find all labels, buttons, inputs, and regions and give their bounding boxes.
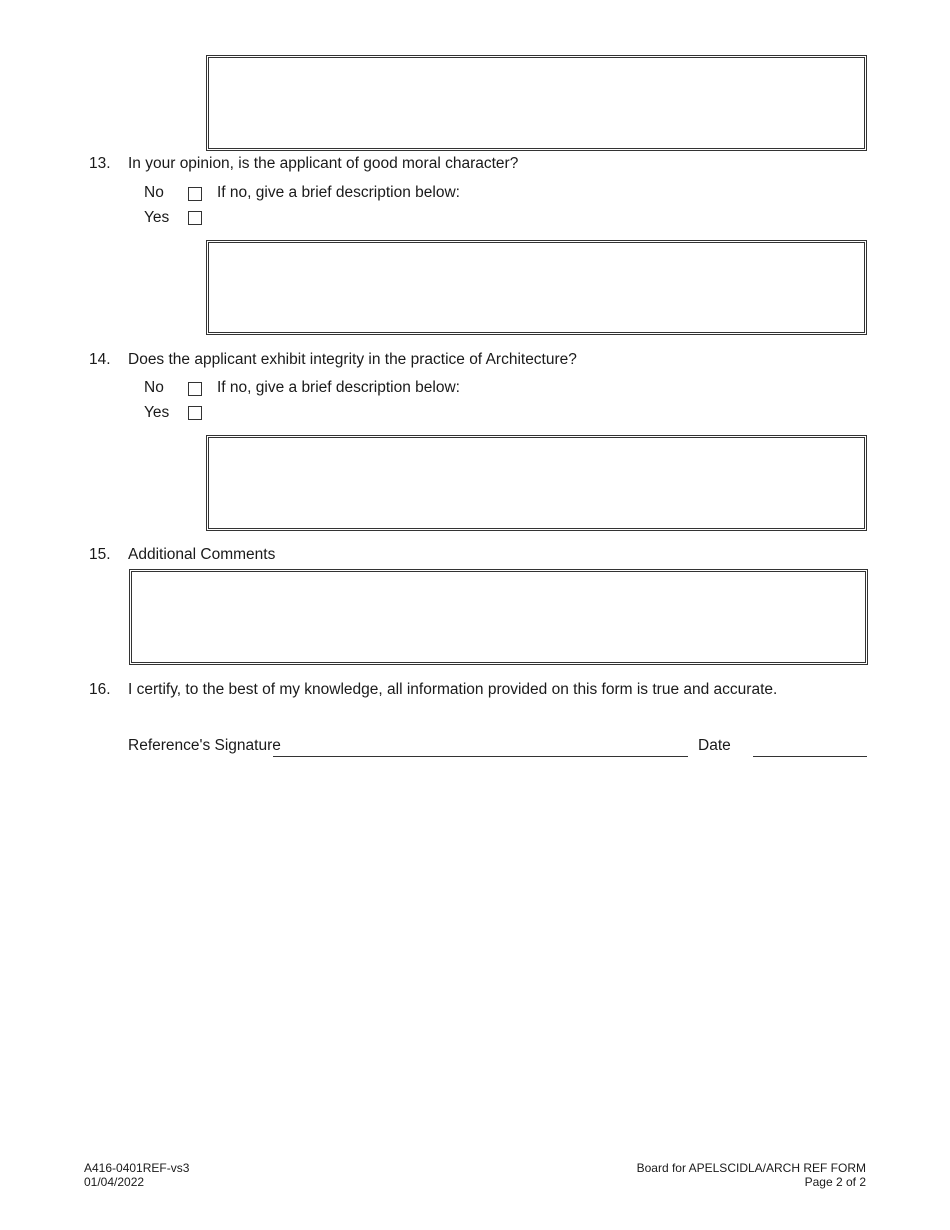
q14-yes-checkbox[interactable] [188, 406, 202, 420]
q16-number: 16. [89, 681, 111, 698]
q13-no-checkbox[interactable] [188, 187, 202, 201]
signature-line[interactable] [273, 756, 688, 757]
q13-yes-checkbox[interactable] [188, 211, 202, 225]
q13-description-box[interactable] [206, 240, 867, 335]
footer-form-code: A416-0401REF-vs3 [84, 1161, 190, 1175]
date-label: Date [698, 737, 731, 754]
q16-certification: I certify, to the best of my knowledge, all information provided on this form is true and accurate. [128, 681, 778, 698]
q13-no-instruction: If no, give a brief description below: [217, 184, 460, 201]
q15-label: Additional Comments [128, 546, 276, 563]
q14-number: 14. [89, 351, 111, 368]
q13-yes-label: Yes [144, 209, 170, 226]
q15-number: 15. [89, 546, 111, 563]
footer-form-date: 01/04/2022 [84, 1175, 145, 1189]
q14-no-checkbox[interactable] [188, 382, 202, 396]
footer-board-title: Board for APELSCIDLA/ARCH REF FORM [636, 1161, 866, 1175]
q12-description-box[interactable] [206, 55, 867, 151]
q14-yes-label: Yes [144, 404, 170, 421]
q14-description-box[interactable] [206, 435, 867, 531]
q13-number: 13. [89, 155, 111, 172]
q15-comments-box[interactable] [129, 569, 868, 665]
date-line[interactable] [753, 756, 867, 757]
q14-no-instruction: If no, give a brief description below: [217, 379, 460, 396]
footer-page-number: Page 2 of 2 [804, 1175, 866, 1189]
q14-no-label: No [144, 379, 164, 396]
q13-no-label: No [144, 184, 164, 201]
q13-question: In your opinion, is the applicant of good moral character? [128, 155, 519, 172]
q14-question: Does the applicant exhibit integrity in the practice of Architecture? [128, 351, 577, 368]
signature-label: Reference's Signature [128, 737, 281, 754]
